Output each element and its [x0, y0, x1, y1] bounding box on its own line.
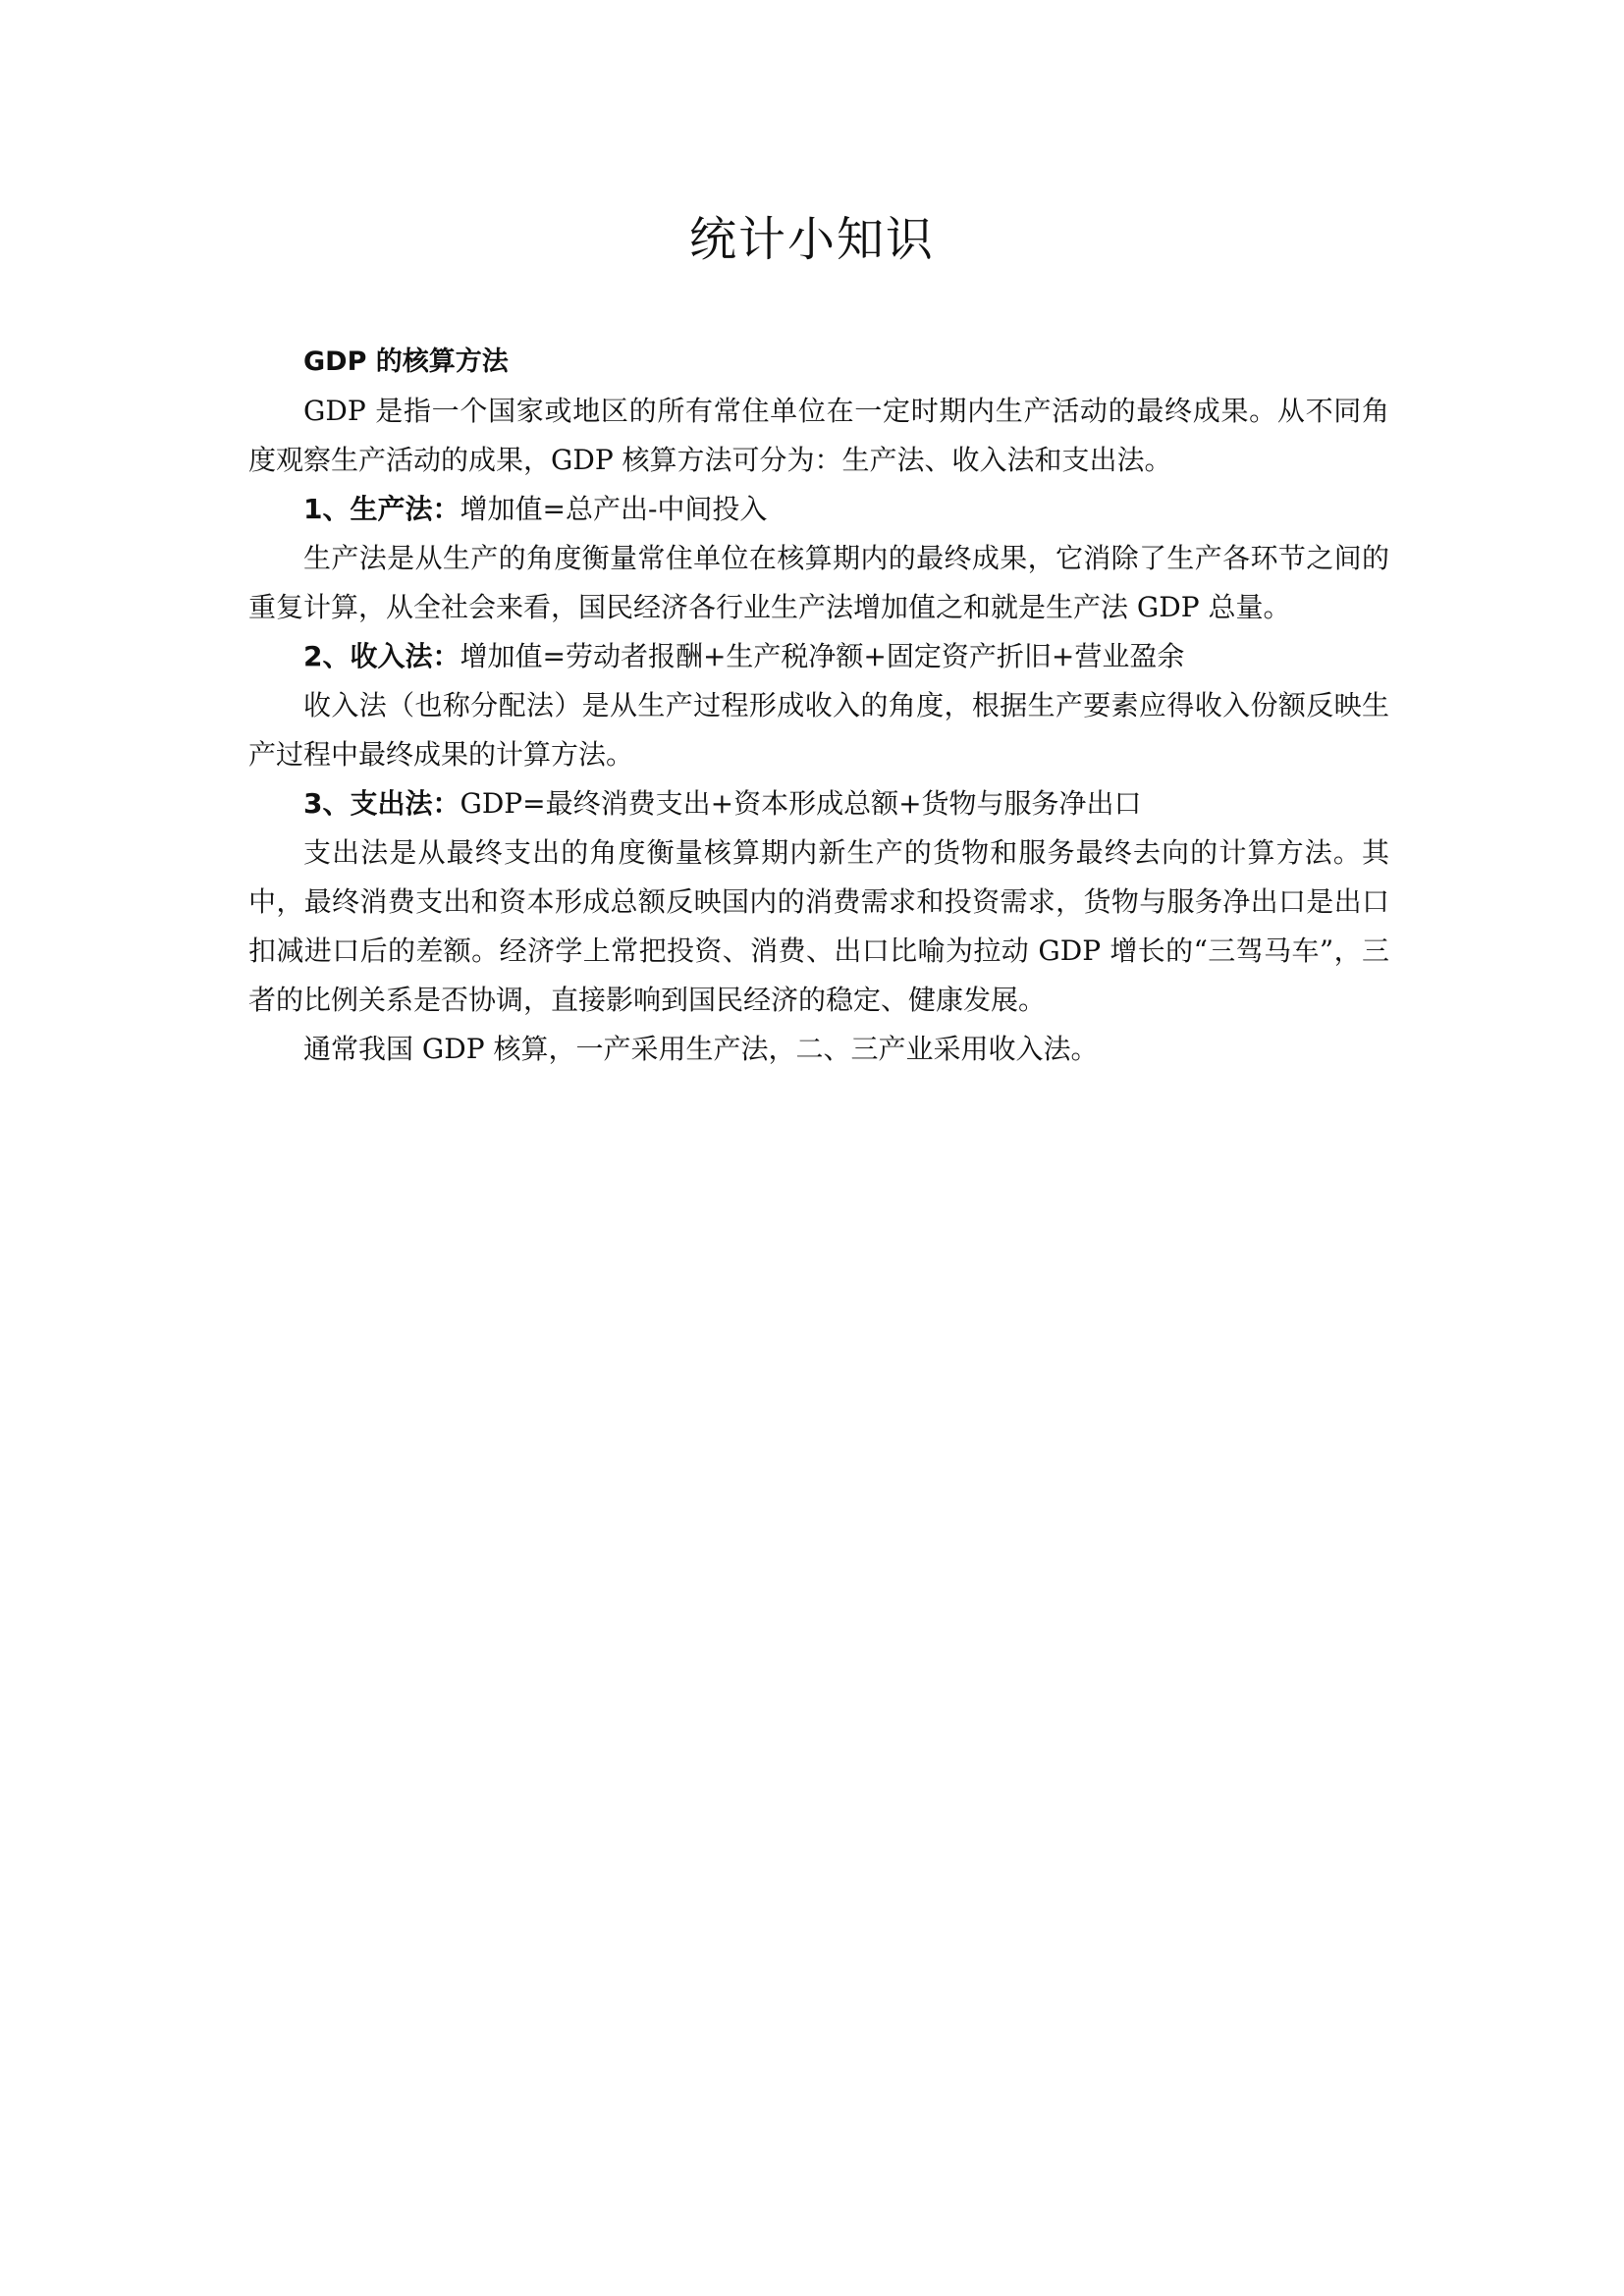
section-heading: GDP 的核算方法	[303, 347, 509, 377]
closing-paragraph: 通常我国 GDP 核算，一产采用生产法，二、三产业采用收入法。	[303, 1033, 1099, 1065]
method-income-description: 收入法（也称分配法）是从生产过程形成收入的角度，根据生产要素应得收入份额反映生产过程中最终成果的计算方法。	[248, 689, 1389, 771]
document-title: 统计小知识	[688, 212, 935, 267]
method-production-label: 1、生产法：	[303, 493, 460, 525]
method-production-description: 生产法是从生产的角度衡量常住单位在核算期内的最终成果，它消除了生产各环节之间的重复计算，从全社会来看，国民经济各行业生产法增加值之和就是生产法 GDP 总量。	[248, 542, 1389, 623]
method-income-label: 2、收入法：	[303, 640, 460, 672]
method-expenditure-formula: GDP=最终消费支出+资本形成总额+货物与服务净出口	[460, 787, 1142, 820]
method-production-formula: 增加值=总产出-中间投入	[460, 493, 768, 525]
method-income-line	[248, 632, 1389, 681]
method-expenditure-line	[248, 779, 1389, 828]
method-income-formula: 增加值=劳动者报酬+生产税净额+固定资产折旧+营业盈余	[460, 640, 1185, 672]
document-body	[248, 338, 1389, 1074]
method-production-line	[248, 485, 1389, 534]
intro-paragraph: GDP 是指一个国家或地区的所有常住单位在一定时期内生产活动的最终成果。从不同角度观察生产活动的成果，GDP 核算方法可分为：生产法、收入法和支出法。	[248, 395, 1389, 476]
method-expenditure-description: 支出法是从最终支出的角度衡量核算期内新生产的货物和服务最终去向的计算方法。其中，最终消费支出和资本形成总额反映国内的消费需求和投资需求，货物与服务净出口是出口扣减进口后的差额。经济学上常把投资、消费、出口比喻为拉动 GDP 增长的“三驾马车”，三者的比例关系是否协调，直接影响到国民经济的稳定、健康发展。	[248, 836, 1389, 1016]
method-expenditure-label: 3、支出法：	[303, 787, 460, 820]
